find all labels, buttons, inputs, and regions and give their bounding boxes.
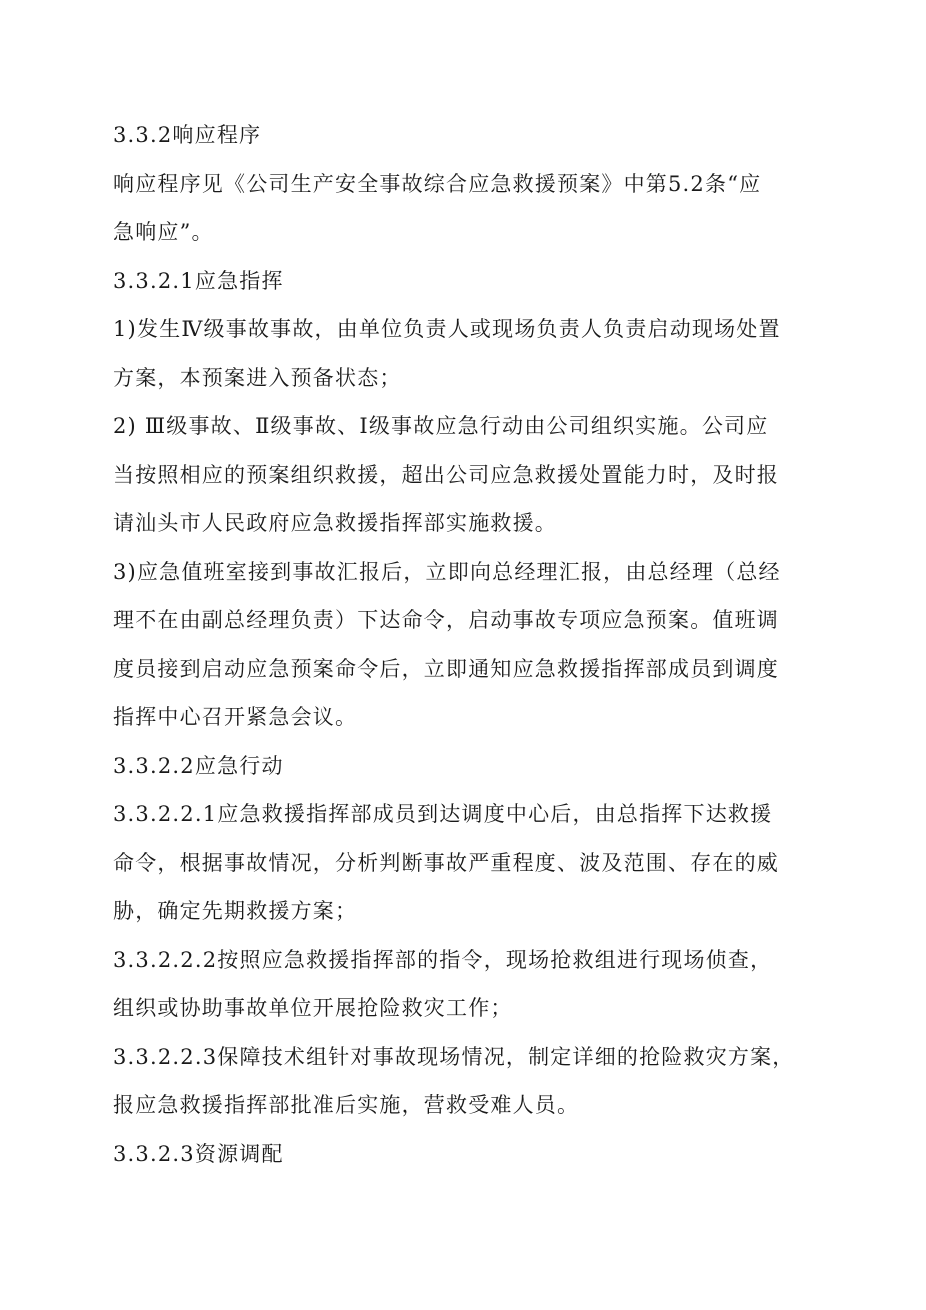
paragraph-line: 胁，确定先期救援方案； bbox=[113, 899, 358, 923]
paragraph-line: 指挥中心召开紧急会议。 bbox=[113, 705, 358, 729]
paragraph-line: 急响应”。 bbox=[113, 220, 214, 244]
paragraph-line: 3.3.2.2.2按照应急救援指挥部的指令，现场抢救组进行现场侦查， bbox=[113, 947, 773, 972]
paragraph-line: 度员接到启动应急预案命令后，立即通知应急救援指挥部成员到调度 bbox=[113, 656, 779, 681]
paragraph-line: 3)应急值班室接到事故汇报后，立即向总经理汇报，由总经理（总经 bbox=[113, 559, 781, 584]
section-heading: 3.3.2.1应急指挥 bbox=[113, 268, 284, 293]
paragraph-line: 理不在由副总经理负责）下达命令，启动事故专项应急预案。值班调 bbox=[113, 608, 779, 632]
document-body bbox=[113, 117, 829, 1184]
section-heading: 3.3.2.3资源调配 bbox=[113, 1141, 284, 1166]
paragraph-line: 2) Ⅲ级事故、Ⅱ级事故、Ⅰ级事故应急行动由公司组织实施。公司应 bbox=[113, 414, 769, 438]
section-heading: 3.3.2.2应急行动 bbox=[113, 753, 284, 778]
paragraph-line: 报应急救援指挥部批准后实施，营救受难人员。 bbox=[113, 1093, 580, 1117]
paragraph-line: 当按照相应的预案组织救援，超出公司应急救援处置能力时，及时报 bbox=[113, 462, 779, 487]
paragraph-line: 方案，本预案进入预备状态； bbox=[113, 365, 402, 390]
paragraph-line: 请汕头市人民政府应急救援指挥部实施救援。 bbox=[113, 511, 557, 535]
paragraph-line: 3.3.2.2.1应急救援指挥部成员到达调度中心后，由总指挥下达救援 bbox=[113, 802, 773, 826]
paragraph-line: 组织或协助事故单位开展抢险救灾工作； bbox=[113, 996, 513, 1020]
paragraph-line: 1)发生Ⅳ级事故事故，由单位负责人或现场负责人负责启动现场处置 bbox=[113, 317, 781, 341]
paragraph-line: 3.3.2.2.3保障技术组针对事故现场情况，制定详细的抢险救灾方案， bbox=[113, 1044, 795, 1069]
paragraph-line: 命令，根据事故情况，分析判断事故严重程度、波及范围、存在的威 bbox=[113, 850, 779, 875]
section-heading: 3.3.2响应程序 bbox=[113, 123, 262, 147]
paragraph-line: 响应程序见《公司生产安全事故综合应急救援预案》中第5.2条“应 bbox=[113, 171, 762, 196]
